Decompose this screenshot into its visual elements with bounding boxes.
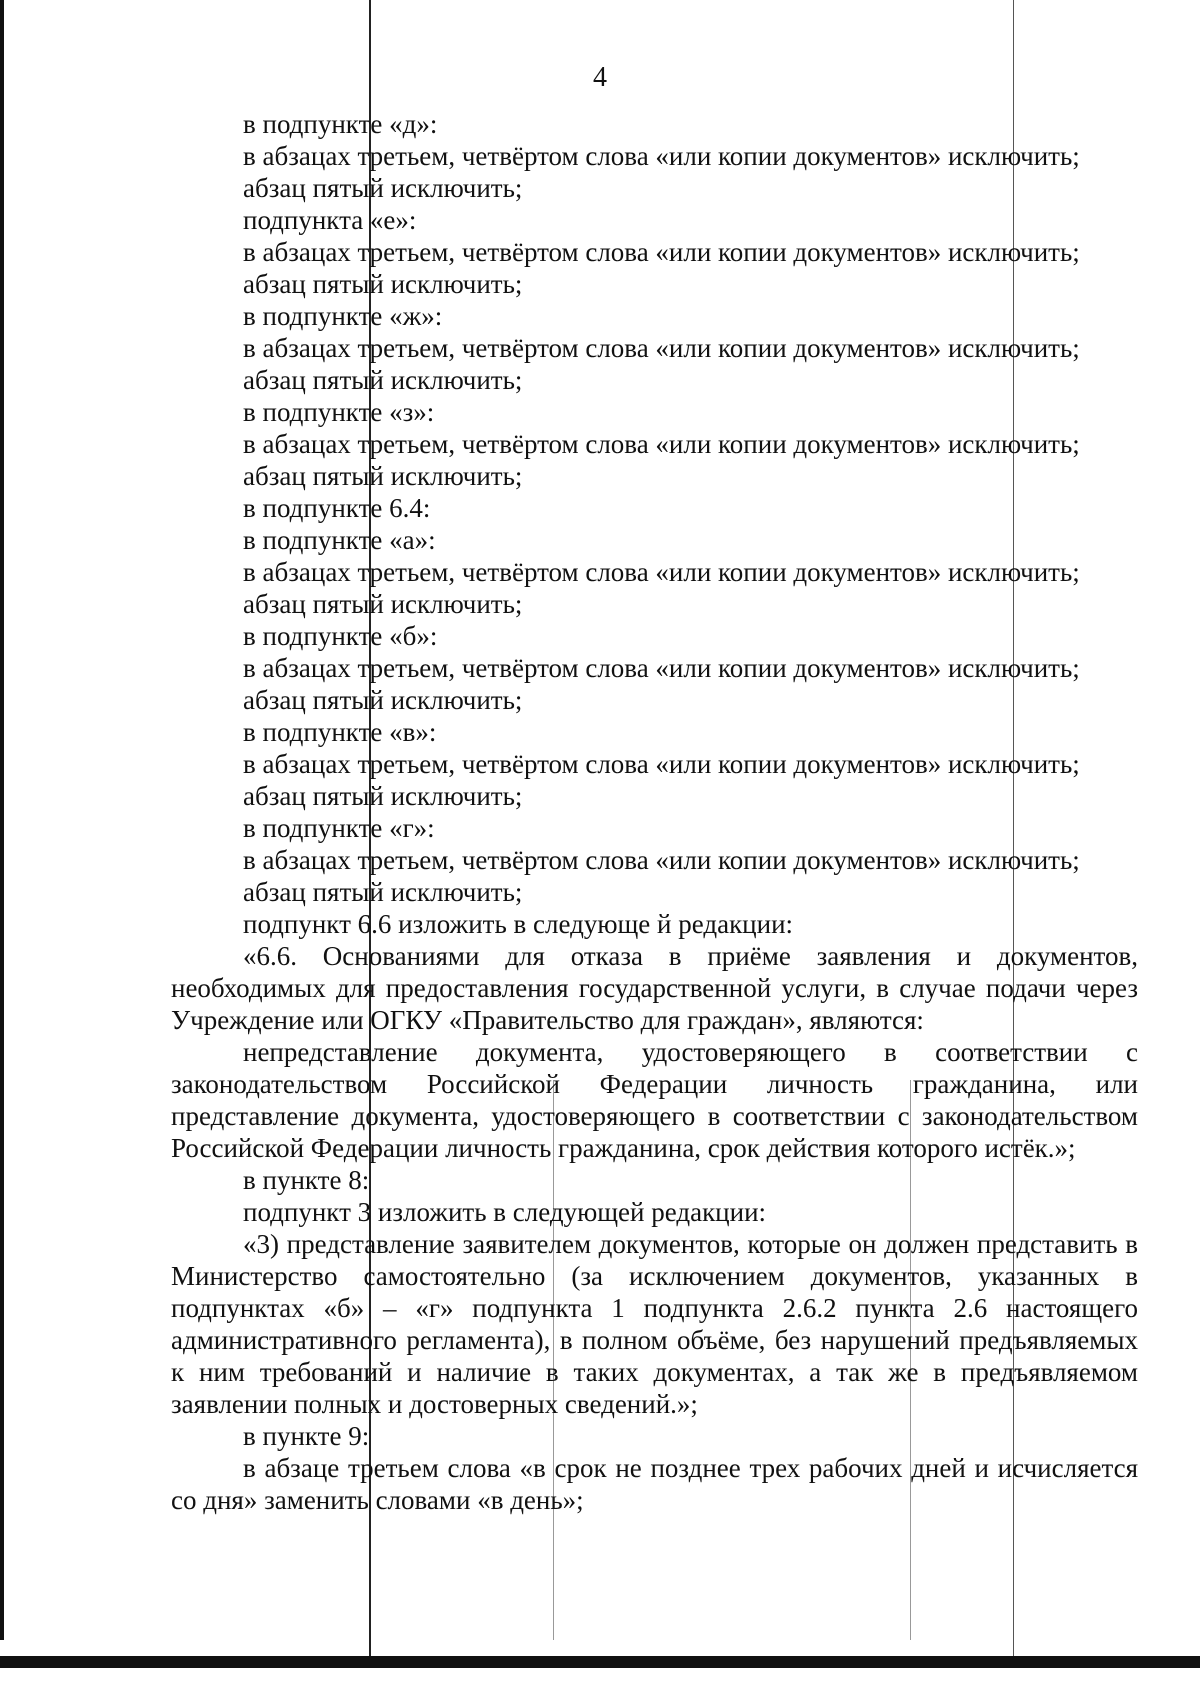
text-line: в подпункте «в»: <box>243 717 437 747</box>
text-line: в абзацах третьем, четвёртом слова «или копии документов» исключить; <box>243 653 1080 683</box>
text-line: в абзацах третьем, четвёртом слова «или копии документов» исключить; <box>243 237 1080 267</box>
text-line: абзац пятый исключить; <box>243 365 523 395</box>
text-line: в пункте 8: <box>243 1165 370 1195</box>
text-line: в абзацах третьем, четвёртом слова «или копии документов» исключить; <box>243 557 1080 587</box>
scan-edge-bottom <box>0 1656 1200 1668</box>
text-line: абзац пятый исключить; <box>243 461 523 491</box>
document-body <box>0 108 1200 1516</box>
text-line: подпункт 3 изложить в следующей редакции: <box>243 1197 767 1227</box>
paragraph-text: «3) представление заявителем документов, которые он должен представить в Министерство самостоятельно (за исключением документов, указанных в подпунктах «б» – «г» подпункта 1 подпункта 2.6.2 пункта 2.6 настоящего административного регламента), в полном объёме, без нарушений предъявляемых к ним требований и наличие в таких документах, а так же в предъявляемом заявлении полных и достоверных сведений.»; <box>171 1229 1138 1419</box>
text-line: в подпункте «г»: <box>243 813 435 843</box>
text-line: подпункт 6.6 изложить в следующе й редакции: <box>243 909 794 939</box>
paragraph-text: «6.6. Основаниями для отказа в приёме заявления и документов, необходимых для предоставления государственной услуги, в случае подачи через Учреждение или ОГКУ «Правительство для граждан», являются: <box>171 941 1138 1035</box>
text-line: подпункта «е»: <box>243 205 417 235</box>
text-line: в абзацах третьем, четвёртом слова «или копии документов» исключить; <box>243 749 1080 779</box>
text-line: в подпункте «з»: <box>243 397 435 427</box>
paragraph-6-6 <box>171 940 1138 1036</box>
paragraph-abzac-tretiy <box>171 1452 1138 1516</box>
text-line: абзац пятый исключить; <box>243 269 523 299</box>
text-line: в пункте 9: <box>243 1421 370 1451</box>
page-number: 4 <box>593 62 607 93</box>
paragraph-nepredstavlenie <box>171 1036 1138 1164</box>
text-line: в абзацах третьем, четвёртом слова «или копии документов» исключить; <box>243 141 1080 171</box>
text-line: абзац пятый исключить; <box>243 877 523 907</box>
text-line: абзац пятый исключить; <box>243 589 523 619</box>
paragraph-podpunkt-3 <box>171 1228 1138 1420</box>
text-line: в подпункте «ж»: <box>243 301 443 331</box>
text-line: абзац пятый исключить; <box>243 173 523 203</box>
text-line: абзац пятый исключить; <box>243 685 523 715</box>
text-line: в абзацах третьем, четвёртом слова «или копии документов» исключить; <box>243 845 1080 875</box>
text-line: в подпункте 6.4: <box>243 493 431 523</box>
text-line: в подпункте «д»: <box>243 109 438 139</box>
text-line: в подпункте «б»: <box>243 621 438 651</box>
text-line: в абзацах третьем, четвёртом слова «или копии документов» исключить; <box>243 333 1080 363</box>
text-line: в абзацах третьем, четвёртом слова «или копии документов» исключить; <box>243 429 1080 459</box>
paragraph-text: непредставление документа, удостоверяющего в соответствии с законодательством Российской Федерации личность гражданина, или представление документа, удостоверяющего в соответствии с законодательством Российской Федерации личность гражданина, срок действия которого истёк.»; <box>171 1037 1138 1163</box>
paragraph-text: в абзаце третьем слова «в срок не позднее трех рабочих дней и исчисляется со дня» заменить словами «в день»; <box>171 1453 1138 1515</box>
text-line: в подпункте «а»: <box>243 525 436 555</box>
text-line: абзац пятый исключить; <box>243 781 523 811</box>
